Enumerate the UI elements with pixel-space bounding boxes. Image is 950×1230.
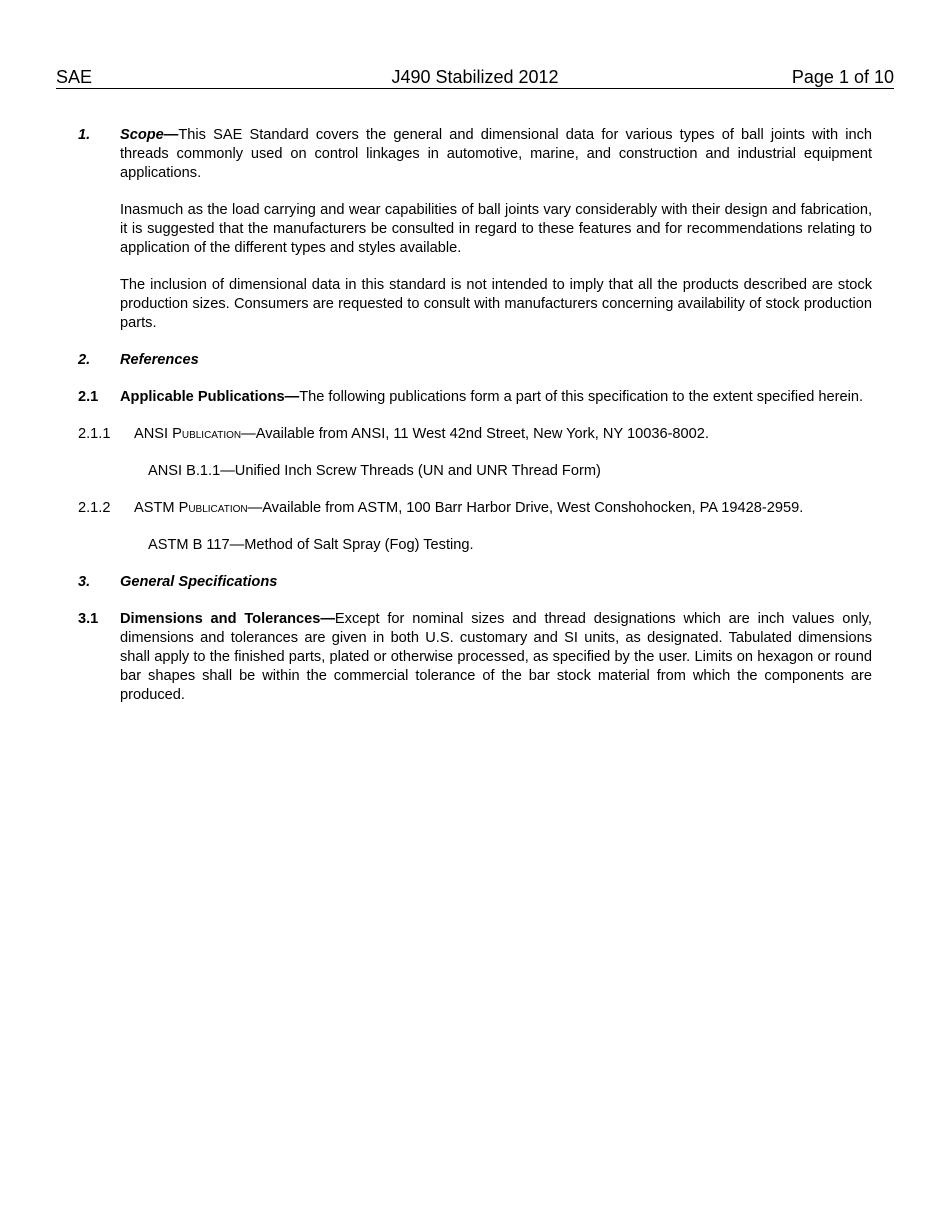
section-2-1-2-astm-publication [78,499,872,518]
section-title-smallcaps: Publication [178,500,248,516]
section-2-1-1-ansi-publication [78,425,872,444]
paragraph-text: Inasmuch as the load carrying and wear capabilities of ball joints vary considerably with their design and fabrication, it is suggested that the manufacturers be consulted in regard to these features and for recommendations relating to application of the different types and styles available. [120,202,872,256]
section-prefix: ASTM [134,500,179,516]
section-number: 2.1.2 [78,500,111,516]
section-text: —Available from ASTM, 100 Barr Harbor Drive, West Conshohocken, PA 19428-2959. [247,500,804,516]
section-title: General Specifications [120,574,278,590]
section-3-general-specifications [78,573,872,592]
section-3-1-dimensions-tolerances [78,610,872,705]
header-page-number: Page 1 of 10 [791,67,894,87]
section-1-scope [78,126,872,183]
scope-paragraph-3 [78,276,872,333]
page-header [56,66,894,89]
section-title: References [120,352,199,368]
section-2-1-applicable-publications [78,388,872,407]
document-body [78,126,872,723]
section-title: Applicable Publications— [120,389,300,405]
section-number: 1. [78,127,91,143]
section-title-smallcaps: Publication [172,426,242,442]
header-document-id: J490 Stabilized 2012 [391,67,559,87]
section-number: 2.1.1 [78,426,111,442]
reference-item-ansi-b11: ANSI B.1.1—Unified Inch Screw Threads (UN and UNR Thread Form) [148,463,601,479]
section-title: Dimensions and Tolerances— [120,611,335,627]
section-2-references [78,351,872,370]
section-prefix: ANSI [134,426,173,442]
section-text: Except for nominal sizes and thread designations which are inch values only, dimensions and tolerances are given in both U.S. customary and SI units, as designated. Tabulated dimensions shall apply to the finished parts, plated or otherwise processed, as specified by the user. Limits on hexagon or round bar shapes shall be within the commercial tolerance of the bar stock material from which the components are produced. [120,611,872,703]
header-org: SAE [56,67,93,87]
scope-paragraph-2 [78,201,872,258]
paragraph-text: The inclusion of dimensional data in this standard is not intended to imply that all the products described are stock production sizes. Consumers are requested to consult with manufacturers concerning availability of stock production parts. [120,277,872,331]
section-number: 3.1 [78,611,99,627]
section-text: —Available from ANSI, 11 West 42nd Street, New York, NY 10036-8002. [241,426,709,442]
section-number: 2.1 [78,389,99,405]
title-dash: — [163,127,179,143]
section-number: 2. [78,352,91,368]
section-number: 3. [78,574,91,590]
section-title: Scope [120,127,164,143]
section-text: The following publications form a part of this specification to the extent specified herein. [299,389,864,405]
section-text: This SAE Standard covers the general and dimensional data for various types of ball joints with inch threads commonly used on control linkages in automotive, marine, and construction and industrial equipment applications. [120,127,872,181]
reference-item-astm-b117: ASTM B 117—Method of Salt Spray (Fog) Testing. [148,537,474,553]
